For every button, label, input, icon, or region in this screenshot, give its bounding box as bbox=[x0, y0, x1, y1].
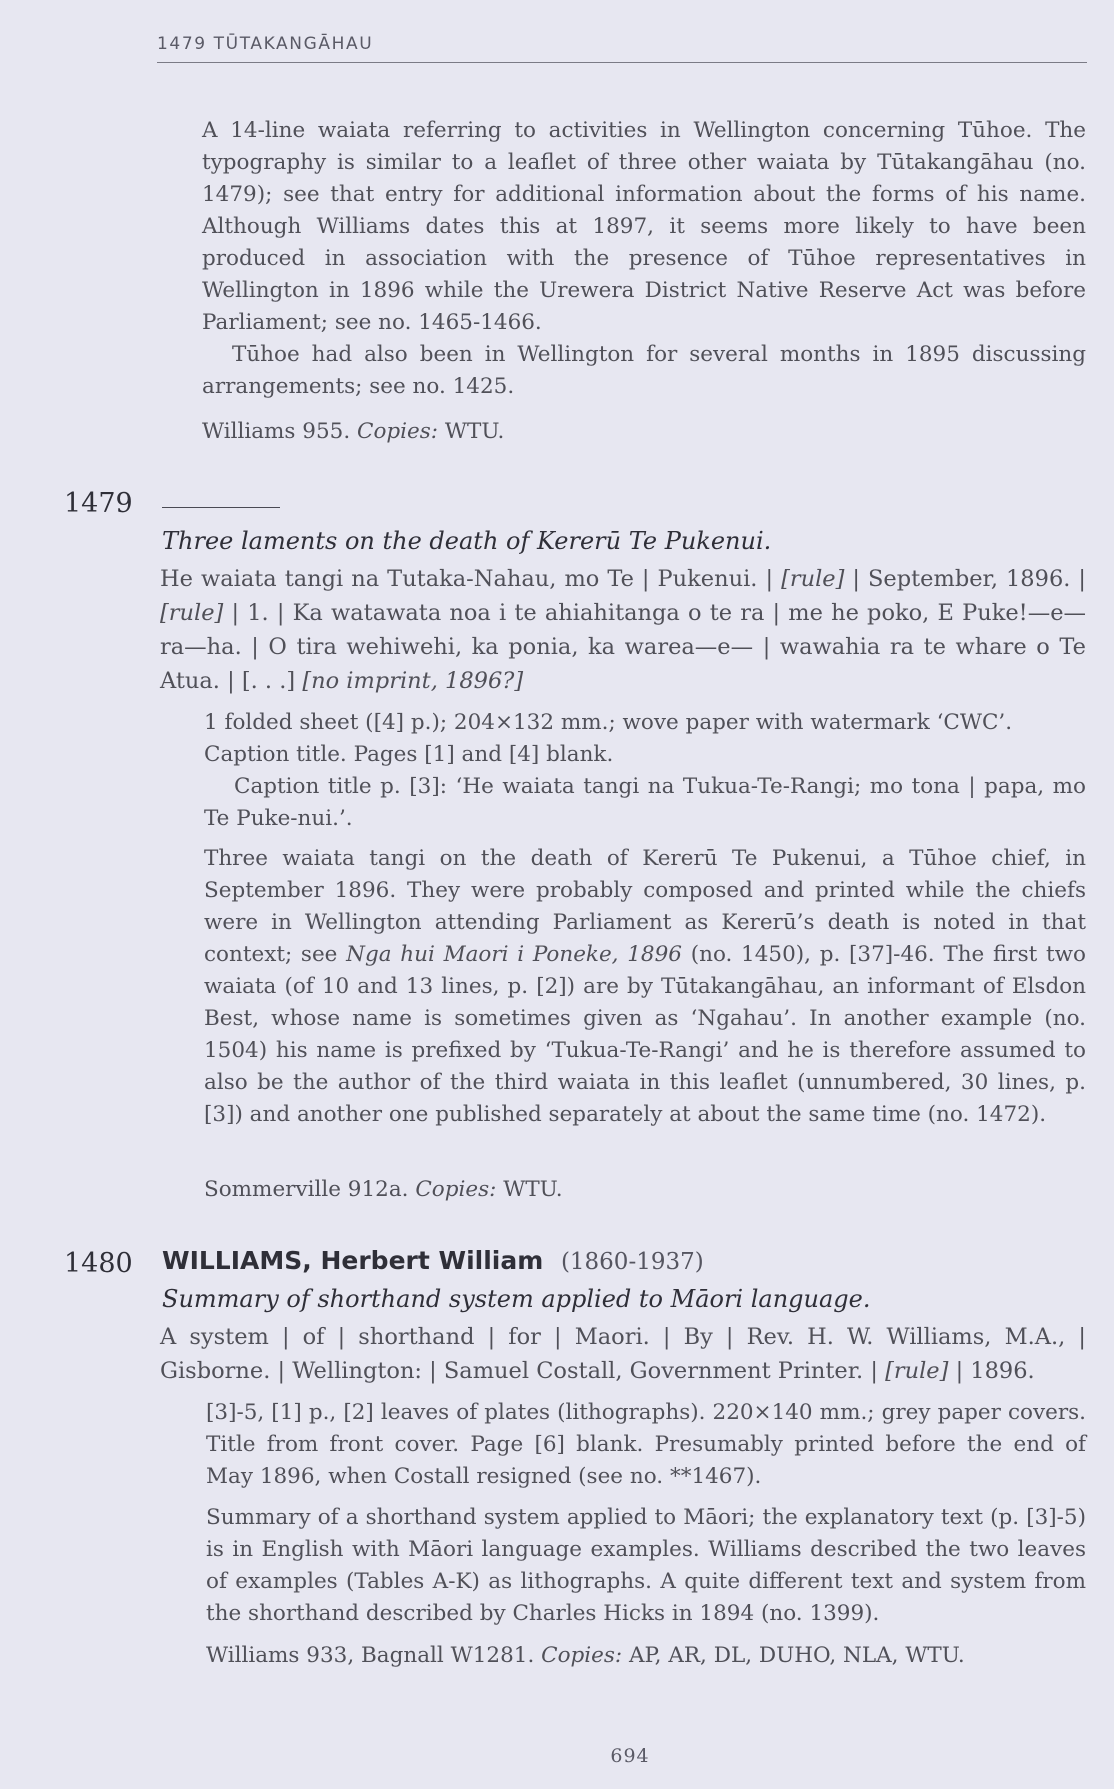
entry-1480-copies: AP, AR, DL, DUHO, NLA, WTU. bbox=[629, 1643, 965, 1668]
continuation-paragraph-2: Tūhoe had also been in Wellington for several months in 1895 discussing arrangements; see no. 1425. bbox=[202, 342, 1086, 399]
entry-1479-references bbox=[204, 1174, 563, 1206]
entry-1480-physical-text: [3]-5, [1] p., [2] leaves of plates (lithographs). 220×140 mm.; grey paper covers. Title from front cover. Page [6] blank. Presumably printed before the end of May 1896, when Costall resigned (see no. **1467). bbox=[206, 1400, 1086, 1489]
page-number: 694 bbox=[610, 1745, 650, 1767]
entry-1479-physical-line-3: Caption title p. [3]: ‘He waiata tangi na Tukua-Te-Rangi; mo tona | papa, mo Te Puke-nui.’. bbox=[204, 774, 1086, 831]
continuation-copies-label: Copies: bbox=[357, 419, 439, 444]
entry-1479-title bbox=[162, 527, 771, 555]
entry-1479-transcription bbox=[160, 562, 1086, 698]
running-header-text: 1479 TŪTAKANGĀHAU bbox=[157, 34, 374, 54]
entry-1480-references-text: Williams 933, Bagnall W1281. bbox=[206, 1643, 535, 1668]
entry-1479-rule-2: [rule] bbox=[160, 600, 224, 626]
entry-1480-copies-label: Copies: bbox=[541, 1643, 623, 1668]
entry-1479-references-text: Sommerville 912a. bbox=[204, 1177, 409, 1202]
entry-1479-note-cited-title: Nga hui Maori i Poneke, 1896 bbox=[346, 942, 682, 967]
entry-1479-physical bbox=[204, 707, 1086, 835]
entry-1480-note bbox=[206, 1502, 1086, 1630]
entry-1479-number: 1479 bbox=[64, 488, 133, 519]
continuation-paragraph-1: A 14-line waiata referring to activities in Wellington concerning Tūhoe. The typography is similar to a leaflet of three other waiata by Tūtakangāhau (no. 1479); see that entry for additional information about the forms of his name. Although Williams dates this at 1897, it seems more likely to have been produced in association with the presence of Tūhoe representatives in Wellington in 1896 while the Urewera District Native Reserve Act was before Parliament; see no. 1465-1466. bbox=[202, 118, 1086, 335]
entry-1480-transcription-part2: | 1896. bbox=[955, 1358, 1035, 1384]
entry-1480-transcription bbox=[160, 1320, 1086, 1388]
entry-1479-physical-line-1: 1 folded sheet ([4] p.); 204×132 mm.; wove paper with watermark ‘CWC’. bbox=[204, 710, 1013, 735]
entry-1479-transcription-part2: | September, 1896. | bbox=[852, 566, 1087, 592]
continuation-references bbox=[202, 416, 504, 448]
entry-1480-number: 1480 bbox=[64, 1248, 133, 1279]
entry-1480-note-text: Summary of a shorthand system applied to Māori; the explanatory text (p. [3]-5) is in English with Māori language examples. Williams described the two leaves of examples (Tables A-K) as lithographs. A quite different text and system from the shorthand described by Charles Hicks in 1894 (no. 1399). bbox=[206, 1505, 1086, 1626]
entry-1480-physical bbox=[206, 1397, 1086, 1493]
continuation-references-text: Williams 955. bbox=[202, 419, 351, 444]
entry-1479-transcription-part3: | 1. | Ka watawata noa i te ahiahitanga o te ra | me he poko, E Puke!—e—ra—ha. | O tira wehiwehi, ka ponia, ka warea—e— | wawahia ra te whare o Te Atua. | [. . .] bbox=[160, 600, 1087, 694]
entry-1480-transcription-part1: A system | of | shorthand | for | Maori. | By | Rev. H. W. Williams, M.A., | Gisborne. | Wellington: | Samuel Costall, Government Printer. | bbox=[160, 1324, 1086, 1384]
entry-1479-copies-label: Copies: bbox=[415, 1177, 497, 1202]
entry-1480-rule: [rule] bbox=[885, 1358, 949, 1384]
entry-1480-references bbox=[206, 1640, 965, 1672]
entry-1480-author bbox=[162, 1246, 704, 1275]
entry-1479-note bbox=[204, 843, 1086, 1131]
continuation-block bbox=[202, 115, 1086, 403]
entry-1480-title bbox=[162, 1285, 871, 1313]
entry-1479-copies: WTU. bbox=[503, 1177, 563, 1202]
running-header bbox=[157, 32, 1087, 63]
entry-1479-transcription-part1: He waiata tangi na Tutaka-Nahau, mo Te | Pukenui. | bbox=[160, 566, 774, 592]
entry-1480-author-name: WILLIAMS, Herbert William bbox=[162, 1246, 544, 1275]
entry-1480-author-dates: (1860-1937) bbox=[560, 1249, 704, 1275]
entry-1479-rule-1: [rule] bbox=[781, 566, 845, 592]
entry-1479-imprint: [no imprint, 1896?] bbox=[302, 668, 524, 694]
entry-1480-title-text: Summary of shorthand system applied to Māori language. bbox=[162, 1285, 871, 1313]
entry-1479-note-part2: (no. 1450), p. [37]-46. The first two waiata (of 10 and 13 lines, p. [2]) are by Tūtakangāhau, an informant of Elsdon Best, whose name is sometimes given as ‘Ngahau’. In another example (no. 1504) his name is prefixed by ‘Tukua-Te-Rangi’ and he is therefore assumed to also be the author of the third waiata in this leaflet (unnumbered, 30 lines, p. [3]) and another one published separately at about the same time (no. 1472). bbox=[204, 942, 1086, 1127]
entry-1479-physical-line-2: Caption title. Pages [1] and [4] blank. bbox=[204, 742, 614, 767]
continuation-copies: WTU. bbox=[444, 419, 505, 444]
entry-1479-author-dash bbox=[162, 507, 280, 508]
entry-1479-title-text: Three laments on the death of Kererū Te Pukenui. bbox=[162, 527, 772, 555]
entry-1479-note-part1: Three waiata tangi on the death of Kererū Te Pukenui, a Tūhoe chief, in September 1896. They were probably composed and printed while the chiefs were in Wellington attending Parliament as Kererū’s death is noted in that context; see bbox=[204, 846, 1086, 967]
